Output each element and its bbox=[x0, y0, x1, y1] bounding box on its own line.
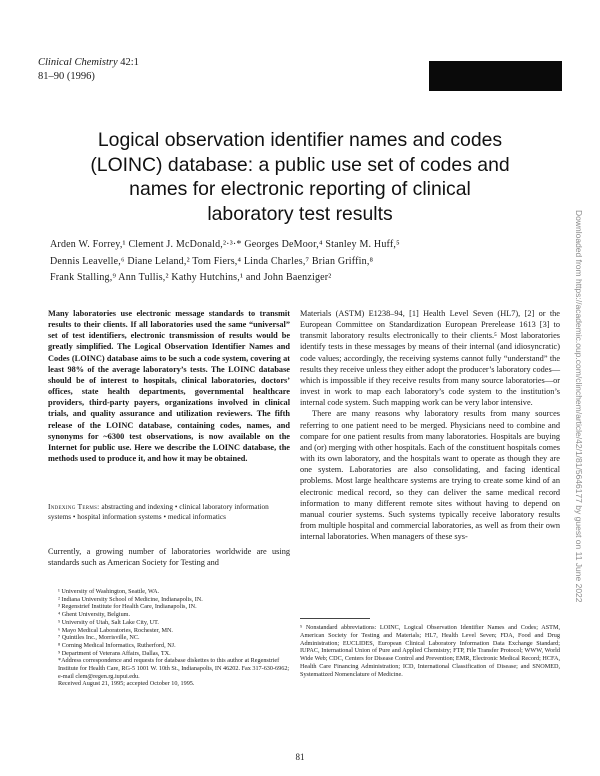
journal-volume: 42:1 bbox=[120, 57, 139, 68]
indexing-terms-text: abstracting and indexing • clinical laboratory information systems • hospital information systems • medical informatics bbox=[48, 502, 269, 521]
indexing-terms bbox=[48, 502, 290, 522]
affiliation: ⁵ University of Utah, Salt Lake City, UT. bbox=[58, 618, 159, 626]
redaction-box bbox=[429, 61, 562, 91]
journal-pages-year: 81–90 (1996) bbox=[38, 71, 95, 82]
affiliation: ³ Regenstrief Institute for Health Care, Indianapolis, IN. bbox=[58, 603, 197, 611]
author-line: Arden W. Forrey,¹ Clement J. McDonald,²·³·* Georges DeMoor,⁴ Stanley M. Huff,⁵ bbox=[50, 239, 400, 250]
indexing-label: Indexing Terms: bbox=[48, 502, 100, 511]
download-watermark bbox=[568, 210, 584, 603]
affiliation: ⁸ Corning Medical Informatics, Rutherford, NJ. bbox=[58, 641, 176, 649]
abstract: Many laboratories use electronic message standards to transmit results to their clients. If all laboratories used the same “universal” set of test identifiers, electronic transmission of results would be greatly simplified. The Logical Observation Identifier Names and Codes (LOINC) database aims to be such a code system, covering at least 98% of the average laboratory’s tests. The LOINC database should be of interest to hospitals, clinical laboratories, doctors’ offices, state health departments, governmental healthcare providers, third-party payers, organizations involved in clinical trials, and quality assurance and utilization reviewers. The fifth release of the LOINC database, containing codes, names, and synonyms for ~6300 test observations, is now available on the Internet for public use. Here we describe the LOINC database, the methods used to produce it, and how it may be obtained. bbox=[48, 309, 290, 464]
footnote-rule bbox=[300, 618, 370, 619]
paper-title bbox=[40, 128, 560, 226]
affiliation: ⁷ Quintiles Inc., Morrisville, NC. bbox=[58, 634, 140, 642]
affiliation: ⁹ Department of Veterans Affairs, Dallas, TX. bbox=[58, 649, 171, 657]
affiliation: ² Indiana University School of Medicine, Indianapolis, IN. bbox=[58, 595, 203, 603]
title-line: (LOINC) database: a public use set of codes and bbox=[90, 153, 510, 176]
journal-citation bbox=[38, 56, 139, 84]
author-list bbox=[50, 237, 550, 287]
title-line: names for electronic reporting of clinical bbox=[129, 178, 471, 201]
received-date: Received August 21, 1995; accepted October 10, 1995. bbox=[58, 680, 195, 688]
intro-paragraph: Currently, a growing number of laboratories worldwide are using standards such as American Society for Testing and bbox=[48, 547, 290, 568]
body-paragraph: There are many reasons why laboratory results from many sources referring to one patient need to be merged. Physicians need to combine and compare for one patient results from many laboratories. Hospitals are buying and (or) merging with other hospitals. Each of the constituent hospitals comes with its own laboratory, and the hospitals want to operate as though they are one system. Laboratories are also consolidating, and facing identical problems. Most large healthcare systems are trying to create some kind of an electronic medical record, so they can deliver the same medical record information to many different remote sites without having to depend on manual courier systems. Such systems typically receive laboratory results from multiple hospital and commercial laboratories, as well as from their own internal laboratories. When managers of these sys- bbox=[300, 409, 560, 542]
page-number: 81 bbox=[295, 752, 305, 762]
right-column bbox=[300, 308, 560, 542]
body-paragraph: Materials (ASTM) E1238–94, [1] Health Level Seven (HL7), [2] or the European Committee on Standardization European Prerelease 1613 [3] to transmit laboratory results electronically to their clients.⁵ Most laboratories identify tests in these messages by means of their internal (and idiosyncratic) code values; accordingly, the receiving systems cannot fully “understand” the results they receive unless they either adopt the producer’s laboratory codes—which is impossible if they receive results from many source laboratories—or invest in work to map each laboratory’s code system to the institution’s internal code system. Such mapping work can be very labor intensive. bbox=[300, 309, 560, 408]
journal-name: Clinical Chemistry bbox=[38, 57, 118, 68]
author-line: Dennis Leavelle,⁶ Diane Leland,² Tom Fiers,⁴ Linda Charles,⁷ Brian Griffin,⁸ bbox=[50, 255, 374, 267]
title-line: laboratory test results bbox=[207, 202, 393, 225]
affiliations bbox=[58, 588, 290, 688]
abbreviations-footnote: ⁵ Nonstandard abbreviations: LOINC, Logical Observation Identifier Names and Codes; ASTM, American Society for Testing and Materials; HL7, Health Level Seven; FDA, Food and Drug Administration; EUCLIDES, European Clinical Laboratory Information Data Exchange Standard; IUPAC, International Union of Pure and Applied Chemistry; FTP, File Transfer Protocol; WWW, World Wide Web; CDC, Centers for Disease Control and Prevention; EMR, Electronic Medical Record; HCFA, Health Care Financing Administration; ICD, International Classification of Disease; and SNOMED, Systematized Nomenclature of Medicine. bbox=[300, 624, 560, 678]
title-line: Logical observation identifier names and codes bbox=[97, 129, 503, 151]
author-line: Frank Stalling,⁹ Ann Tullis,² Kathy Hutchins,¹ and John Baenziger² bbox=[50, 272, 332, 283]
download-watermark-text: Downloaded from https://academic.oup.com/clinchem/article/42/1/81/5646177 by guest on 11 June 2022 bbox=[574, 210, 584, 603]
affiliation: ⁶ Mayo Medical Laboratories, Rochester, MN. bbox=[58, 626, 173, 634]
affiliation: ⁴ Ghent University, Belgium. bbox=[58, 611, 131, 619]
affiliation: ¹ University of Washington, Seattle, WA. bbox=[58, 588, 160, 595]
correspondence-note: *Address correspondence and requests for database diskettes to this author at Regenstrief Institute for Health Care, RG-5 1001 W. 10th St., Indianapolis, IN 46202. Fax 317-630-6962; e-mail clem@regen.rg.iupui.edu. bbox=[58, 657, 290, 680]
